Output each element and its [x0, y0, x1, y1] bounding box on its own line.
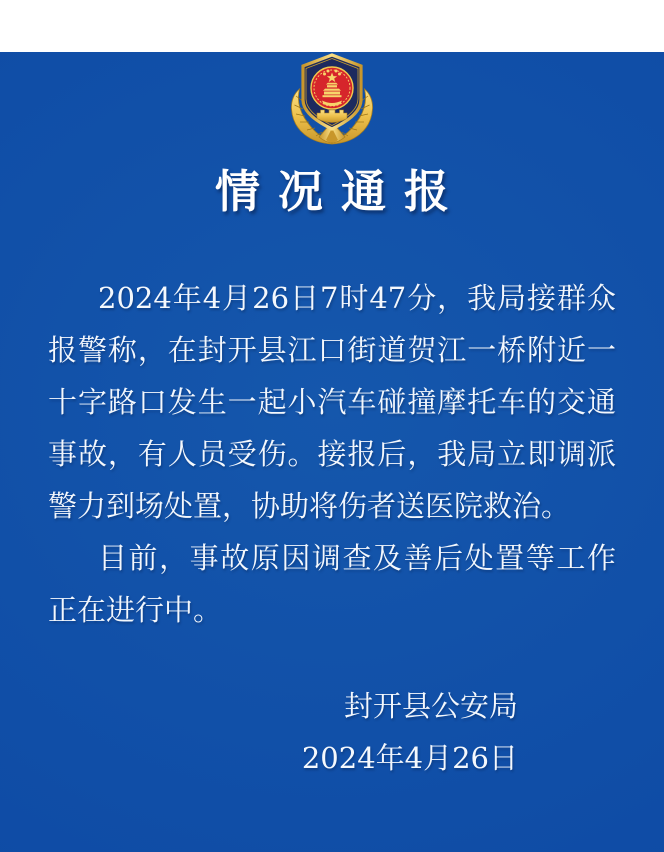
- badge-great-wall: [317, 110, 347, 123]
- police-badge-icon: [282, 52, 382, 148]
- police-notice-poster: [0, 52, 664, 852]
- notice-paragraph-1: 2024年4月26日7时47分，我局接群众报警称，在封开县江口街道贺江一桥附近一十字路口发生一起小汽车碰撞摩托车的交通事故，有人员受伤。接报后，我局立即调派警力到场处置，协助将伤者送医院救治。: [48, 281, 616, 524]
- badge-national-emblem: [311, 67, 353, 109]
- signature-agency: 封开县公安局: [343, 689, 518, 724]
- notice-paragraph-2: 目前，事故原因调查及善后处置等工作正在进行中。: [48, 541, 616, 628]
- notice-title: 情况通报: [214, 165, 467, 218]
- signature-date: 2024年4月26日: [301, 741, 518, 776]
- notice-body: [48, 272, 616, 636]
- signature-block: [0, 680, 664, 784]
